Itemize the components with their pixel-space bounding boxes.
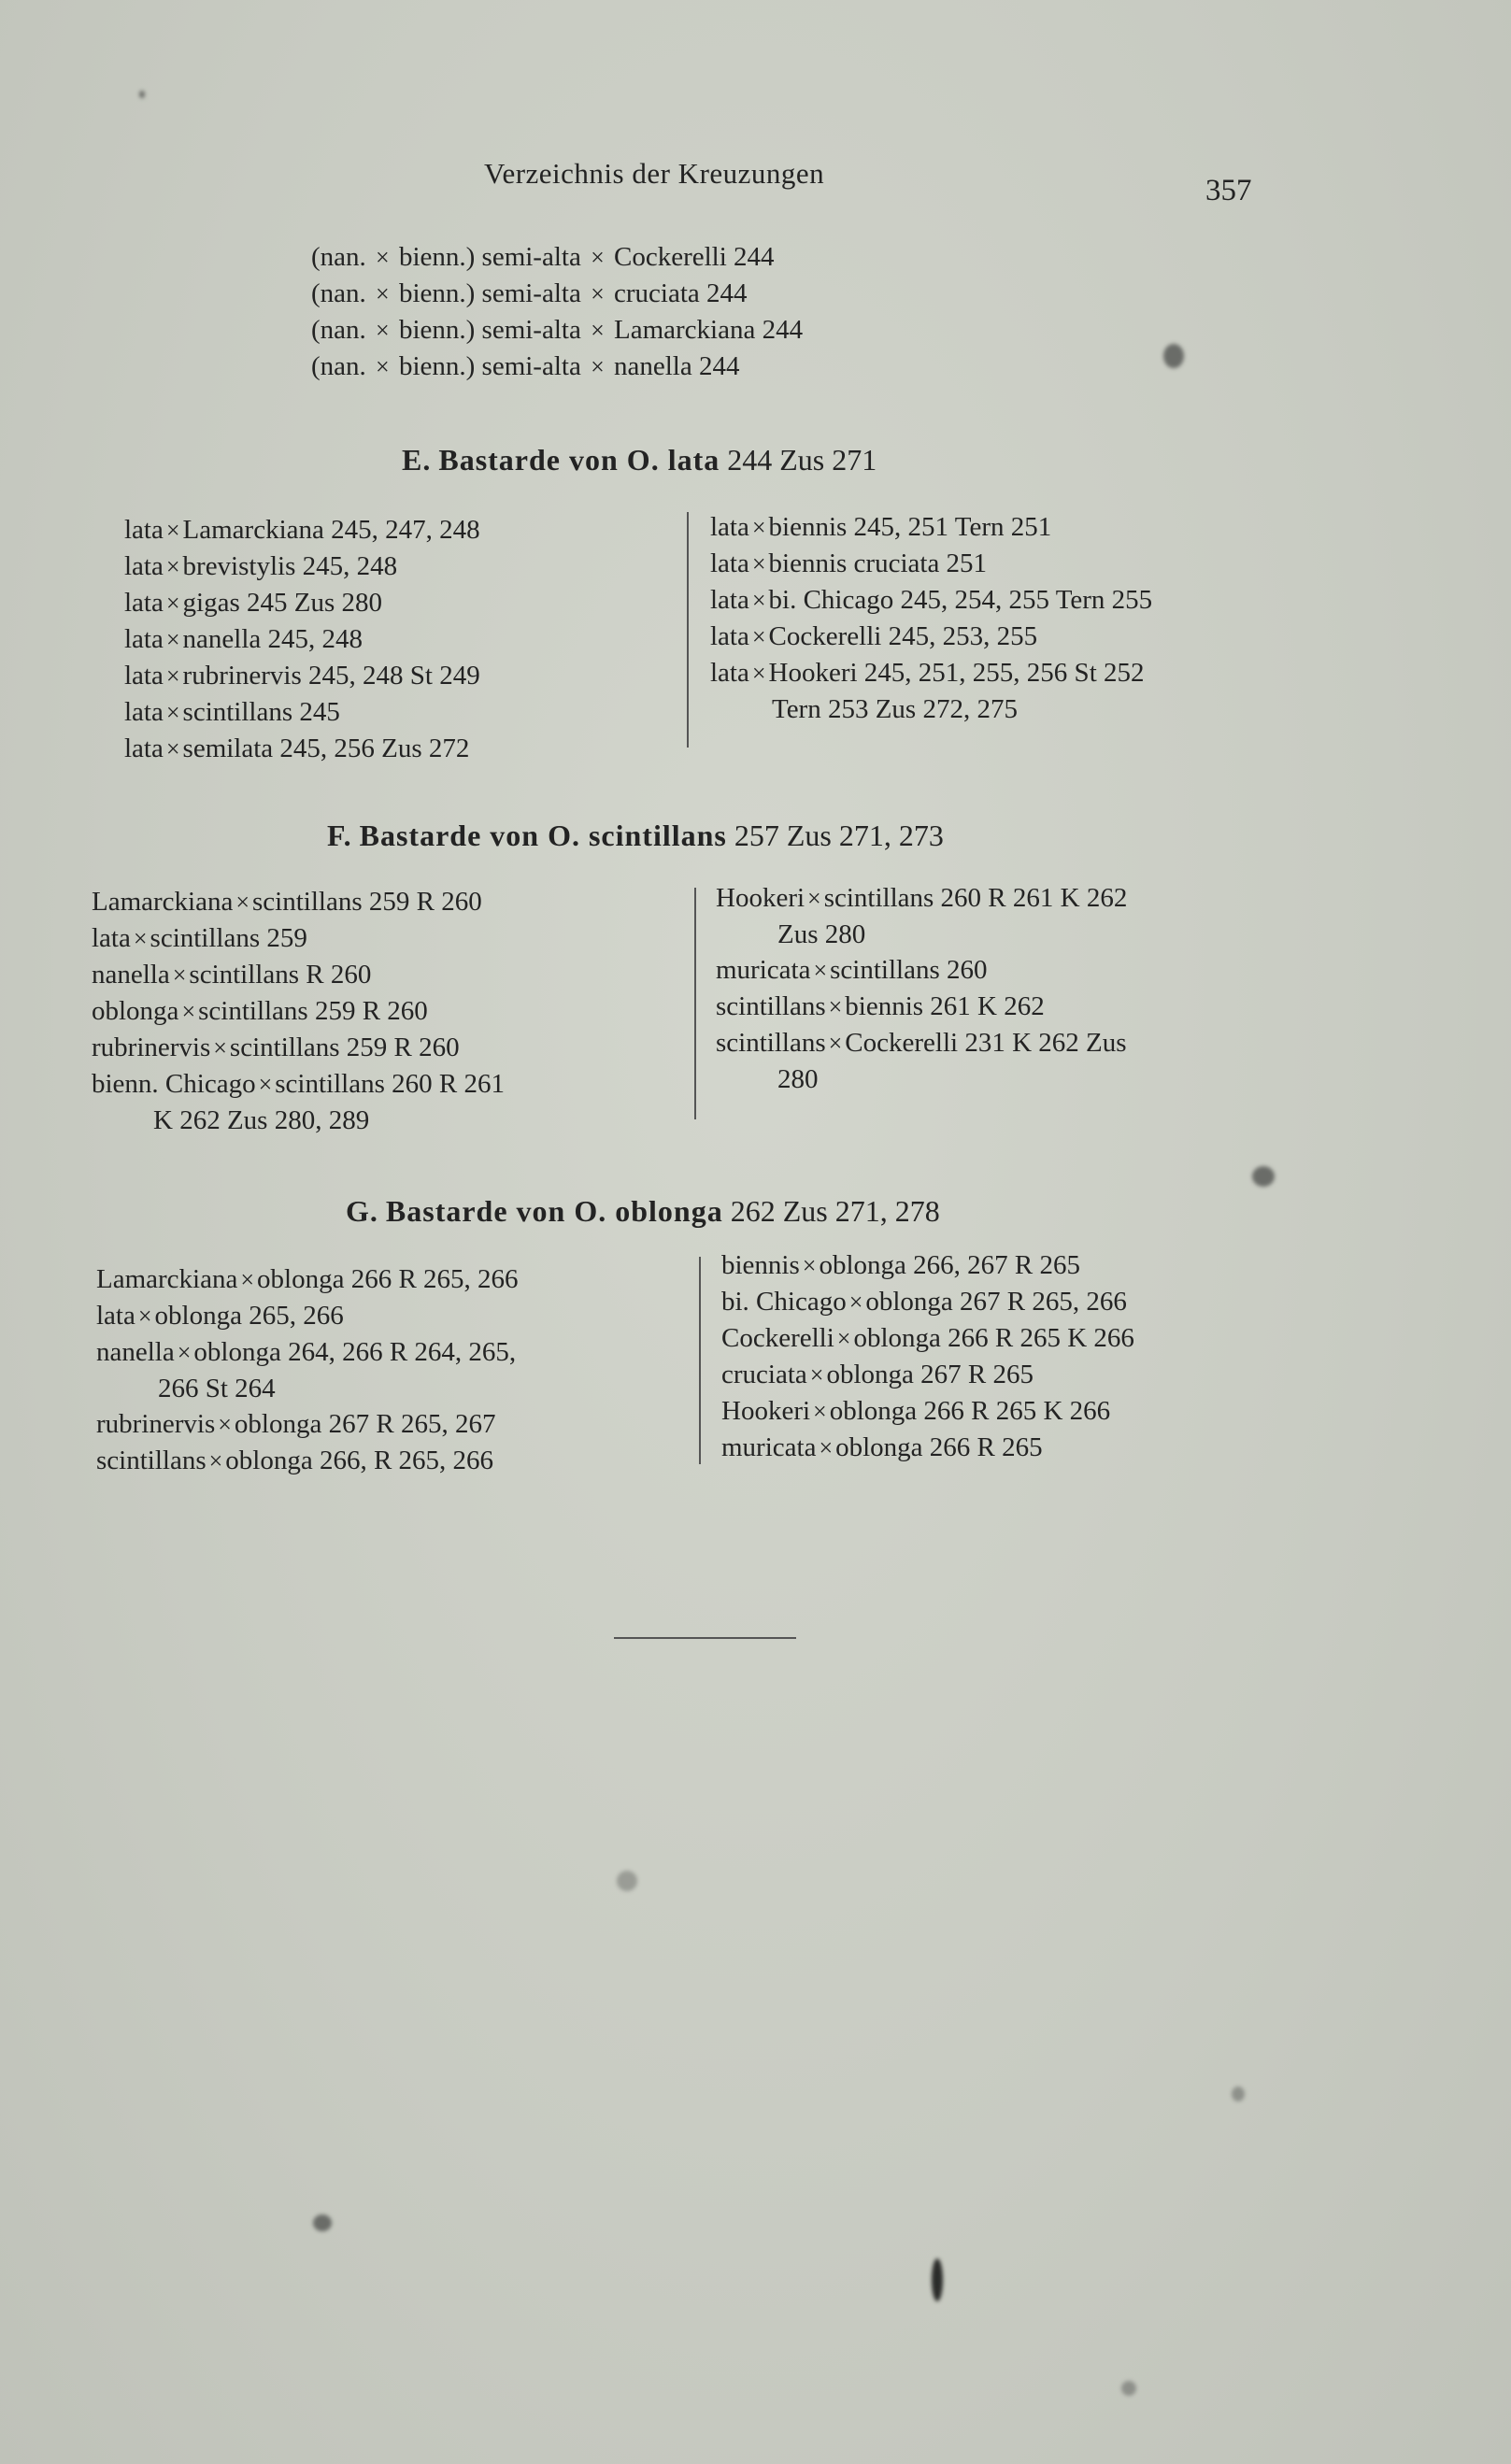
list-item: rubrinervis × scintillans 259 R 260 [92,1033,460,1062]
section-heading-e: E. Bastarde von O. lata 244 Zus 271 [402,443,877,477]
page-speck [139,91,145,98]
cross-icon: × [376,353,390,380]
cross-icon: × [208,1447,223,1474]
list-item: lata × Cockerelli 245, 253, 255 [710,621,1038,651]
cross-icon: × [165,590,180,617]
section-g-right-column [721,1247,1134,1466]
cross-icon: × [376,280,390,307]
list-item: scintillans × oblonga 266, R 265, 266 [96,1446,494,1475]
column-divider [687,512,689,748]
list-item: Cockerelli × oblonga 266 R 265 K 266 [721,1323,1134,1353]
list-item: bi. Chicago × oblonga 267 R 265, 266 [721,1287,1127,1317]
section-e-left-column [124,512,480,767]
list-item: muricata × scintillans 260 [716,955,988,985]
list-item: nanella × scintillans R 260 [92,960,372,990]
list-item: (nan. × bienn.) semi-alta × cruciata 244 [311,278,748,308]
cross-icon: × [165,699,180,726]
cross-icon: × [751,623,766,650]
list-item-continuation: K 262 Zus 280, 289 [153,1105,370,1135]
list-item: lata × nanella 245, 248 [124,624,363,654]
cross-icon: × [751,587,766,614]
list-item: (nan. × bienn.) semi-alta × Lamarckiana 244 [311,315,804,345]
cross-icon: × [809,1361,824,1389]
list-item: lata × biennis cruciata 251 [710,548,988,578]
page-speck [1121,2381,1136,2396]
cross-icon: × [172,961,187,989]
cross-icon: × [591,244,605,271]
cross-icon: × [807,885,821,912]
cross-icon: × [213,1034,227,1061]
page-speck [313,2215,332,2231]
cross-icon: × [240,1266,255,1293]
list-item: scintillans × Cockerelli 231 K 262 Zus [716,1028,1127,1058]
cross-icon: × [591,280,605,307]
cross-icon: × [836,1325,851,1352]
list-item: lata × scintillans 245 [124,697,340,727]
list-item: bienn. Chicago × scintillans 260 R 261 [92,1069,505,1099]
page-speck [1252,1166,1275,1187]
cross-icon: × [813,957,828,984]
cross-icon: × [235,889,250,916]
list-item: Lamarckiana × scintillans 259 R 260 [92,887,482,917]
list-item: oblonga × scintillans 259 R 260 [92,996,428,1026]
cross-icon: × [165,517,180,544]
list-item: lata × oblonga 265, 266 [96,1301,344,1331]
list-item: biennis × oblonga 266, 267 R 265 [721,1250,1080,1280]
list-item: Hookeri × scintillans 260 R 261 K 262 [716,883,1128,913]
list-item: lata × semilata 245, 256 Zus 272 [124,734,470,763]
intro-cross-list [311,239,803,385]
list-item-continuation: Zus 280 [777,919,866,949]
column-divider [699,1257,701,1464]
list-item: lata × Lamarckiana 245, 247, 248 [124,515,480,545]
list-item: (nan. × bienn.) semi-alta × nanella 244 [311,351,740,381]
page-speck [1232,2087,1245,2101]
cross-icon: × [133,925,148,952]
page-speck [617,1871,637,1891]
list-item: scintillans × biennis 261 K 262 [716,991,1045,1021]
list-item: nanella × oblonga 264, 266 R 264, 265, [96,1337,517,1367]
cross-icon: × [848,1289,863,1316]
section-heading-g: G. Bastarde von O. oblonga 262 Zus 271, 278 [346,1194,940,1228]
cross-icon: × [591,317,605,344]
cross-icon: × [813,1398,827,1425]
list-item: lata × brevistylis 245, 248 [124,551,398,581]
cross-icon: × [165,553,180,580]
list-item: rubrinervis × oblonga 267 R 265, 267 [96,1409,496,1439]
cross-icon: × [819,1434,834,1461]
cross-icon: × [258,1071,273,1098]
cross-icon: × [751,660,766,687]
cross-icon: × [751,514,766,541]
list-item: (nan. × bienn.) semi-alta × Cockerelli 244 [311,242,775,272]
column-divider [694,888,696,1119]
cross-icon: × [165,662,180,690]
cross-icon: × [165,735,180,762]
list-item: lata × biennis 245, 251 Tern 251 [710,512,1052,542]
list-item-continuation: 266 St 264 [158,1374,276,1403]
list-item: lata × Hookeri 245, 251, 255, 256 St 252 [710,658,1145,688]
section-e-right-column [710,509,1152,727]
section-f-left-column [92,884,505,1138]
list-item: lata × scintillans 259 [92,923,307,953]
list-item: lata × gigas 245 Zus 280 [124,588,382,618]
page-number: 357 [1205,174,1252,207]
section-g-left-column [96,1261,519,1479]
cross-icon: × [376,317,390,344]
running-title: Verzeichnis der Kreuzungen [484,157,825,190]
list-item: muricata × oblonga 266 R 265 [721,1432,1043,1462]
list-item: Hookeri × oblonga 266 R 265 K 266 [721,1396,1111,1426]
section-f-right-column [716,880,1127,1097]
list-item: lata × rubrinervis 245, 248 St 249 [124,661,480,691]
cross-icon: × [802,1252,817,1279]
list-item: cruciata × oblonga 267 R 265 [721,1360,1033,1389]
page-speck [932,2258,943,2301]
cross-icon: × [828,993,843,1020]
cross-icon: × [177,1339,192,1366]
cross-icon: × [181,998,196,1025]
end-rule [614,1637,796,1639]
list-item: Lamarckiana × oblonga 266 R 265, 266 [96,1264,519,1294]
cross-icon: × [218,1411,232,1438]
cross-icon: × [751,550,766,577]
list-item-continuation: Tern 253 Zus 272, 275 [772,694,1018,724]
section-heading-f: F. Bastarde von O. scintillans 257 Zus 271, 273 [327,819,944,852]
cross-icon: × [591,353,605,380]
list-item-continuation: 280 [777,1064,819,1094]
page-speck [1163,344,1184,368]
cross-icon: × [828,1030,843,1057]
cross-icon: × [165,626,180,653]
list-item: lata × bi. Chicago 245, 254, 255 Tern 255 [710,585,1153,615]
cross-icon: × [137,1303,152,1330]
cross-icon: × [376,244,390,271]
